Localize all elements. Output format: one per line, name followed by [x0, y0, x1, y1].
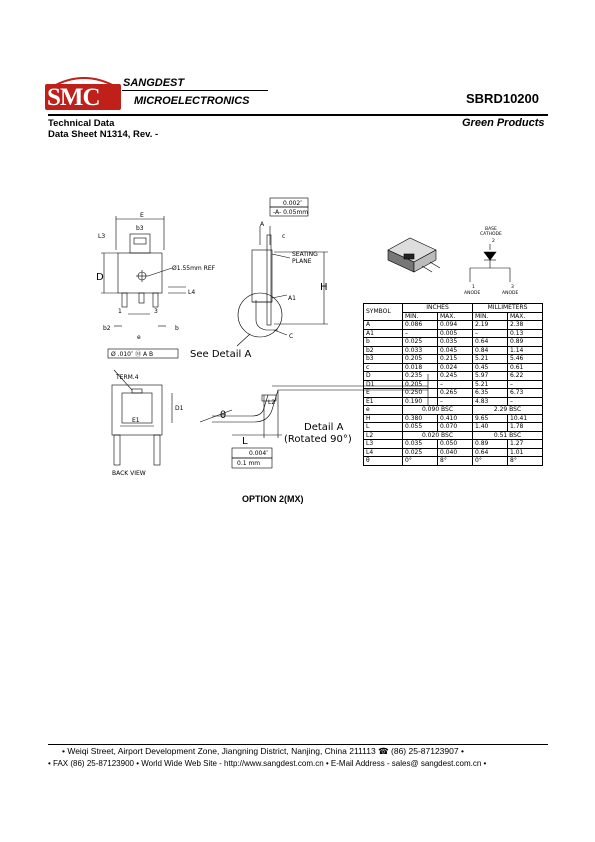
table-cell: – [508, 380, 543, 389]
table-cell: b3 [364, 355, 403, 364]
label-plane: PLANE [292, 258, 312, 265]
label-L: L [242, 436, 248, 447]
table-cell: E1 [364, 397, 403, 406]
table-cell: D1 [364, 380, 403, 389]
package-3d [388, 238, 440, 272]
doc-type: Technical Data [48, 118, 115, 129]
col-symbol: SYMBOL [364, 304, 403, 321]
table-cell: 5.46 [508, 355, 543, 364]
table-cell: 0.84 [473, 346, 508, 355]
table-cell: 0.13 [508, 329, 543, 338]
label-L4: L4 [188, 289, 196, 296]
table-cell: 0.024 [438, 363, 473, 372]
label-L2: L2 [268, 399, 276, 406]
table-cell: 0.205 [403, 380, 438, 389]
table-row [364, 372, 543, 381]
label-anode1: ANODE [464, 291, 481, 296]
table-cell: 0.245 [438, 372, 473, 381]
label-anode3: ANODE [502, 291, 519, 296]
table-cell: – [508, 397, 543, 406]
table-cell: 2.38 [508, 321, 543, 330]
table-cell: b2 [364, 346, 403, 355]
table-cell: 0.64 [473, 338, 508, 347]
table-cell: 4.83 [473, 397, 508, 406]
table-cell: 0.51 BSC [473, 431, 543, 440]
table-cell: 0.265 [438, 389, 473, 398]
table-cell: 6.22 [508, 372, 543, 381]
table-cell: 0.190 [403, 397, 438, 406]
table-cell: 0.045 [438, 346, 473, 355]
label-flat3: 0.004″ [249, 450, 269, 457]
header-rule [48, 114, 548, 116]
table-cell: 9.65 [473, 414, 508, 423]
col-mm-max: MAX. [508, 312, 543, 321]
table-row [364, 346, 543, 355]
label-L3: L3 [98, 233, 106, 240]
label-flat2: -A- 0.05mm [273, 209, 309, 216]
label-C: C [289, 333, 294, 340]
label-b3: b3 [136, 225, 144, 232]
table-cell: H [364, 414, 403, 423]
label-D1: D1 [175, 405, 184, 412]
datasheet-number: Data Sheet N1314, Rev. - [48, 129, 159, 140]
part-number: SBRD10200 [466, 91, 539, 106]
logo-text: SMC [47, 84, 100, 111]
table-row [364, 355, 543, 364]
table-cell: 0.020 BSC [403, 431, 473, 440]
label-pin3-schem: 3 [511, 285, 514, 290]
table-row [364, 380, 543, 389]
label-pin3: 3 [154, 308, 158, 315]
table-row [364, 389, 543, 398]
table-row [364, 431, 543, 440]
table-cell: c [364, 363, 403, 372]
table-cell: 0.090 BSC [403, 406, 473, 415]
label-H: H [320, 282, 328, 293]
label-rotated: (Rotated 90°) [284, 434, 352, 445]
company-division: MICROELECTRONICS [134, 95, 250, 107]
table-cell: 0.235 [403, 372, 438, 381]
label-D: D [96, 272, 104, 283]
label-flat4: 0.1 mm [237, 460, 261, 467]
table-cell: 0.61 [508, 363, 543, 372]
logo-swoosh-icon [48, 74, 120, 90]
table-cell: 5.21 [473, 355, 508, 364]
label-e: e [137, 334, 141, 341]
table-cell: 10.41 [508, 414, 543, 423]
label-flat1: 0.002″ [283, 200, 303, 207]
table-cell: 6.73 [508, 389, 543, 398]
label-detail-a: Detail A [304, 422, 344, 433]
table-row [364, 448, 543, 457]
table-cell: 0.040 [438, 448, 473, 457]
label-pin1-schem: 1 [472, 285, 475, 290]
table-cell: E [364, 389, 403, 398]
table-row [364, 406, 543, 415]
label-pin1: 1 [118, 308, 122, 315]
label-E1: E1 [132, 417, 140, 424]
label-A: A [260, 221, 265, 228]
label-b2: b2 [103, 325, 111, 332]
green-products-label: Green Products [462, 117, 545, 129]
table-cell: 0.086 [403, 321, 438, 330]
table-cell: A [364, 321, 403, 330]
table-cell: 0.205 [403, 355, 438, 364]
table-row [364, 329, 543, 338]
table-cell: – [438, 380, 473, 389]
table-row [364, 321, 543, 330]
company-name: SANGDEST [123, 77, 185, 89]
company-underline [122, 90, 268, 91]
table-cell: 0.215 [438, 355, 473, 364]
table-cell: 0.050 [438, 440, 473, 449]
footer-rule [48, 744, 548, 745]
label-theta: θ [220, 410, 227, 421]
table-cell: 5.21 [473, 380, 508, 389]
col-inches: INCHES [403, 304, 473, 313]
back-view [112, 370, 172, 465]
footer-contact: • FAX (86) 25-87123900 • World Wide Web Site - http://www.sangdest.com.cn • E-Mail Address - sales@ sangdest.com.cn • [48, 759, 487, 768]
table-cell: 0.070 [438, 423, 473, 432]
table-cell: L [364, 423, 403, 432]
label-back-view: BACK VIEW [112, 470, 146, 477]
table-cell: 0.094 [438, 321, 473, 330]
label-term: TERM.4 [116, 374, 139, 381]
table-cell: 0.055 [403, 423, 438, 432]
table-row [364, 397, 543, 406]
table-cell: 0.410 [438, 414, 473, 423]
table-cell: 0.025 [403, 448, 438, 457]
table-row [364, 338, 543, 347]
table-header-row [364, 304, 543, 313]
table-cell: e [364, 406, 403, 415]
footer-address: • Weiqi Street, Airport Development Zone, Jiangning District, Nanjing, China 211113 ☎ (86) 25-87123907 • [62, 746, 464, 756]
table-cell: 0.005 [438, 329, 473, 338]
label-base: BASE [485, 227, 497, 232]
table-cell: 8° [438, 457, 473, 466]
table-cell: θ [364, 457, 403, 466]
table-cell: 0° [403, 457, 438, 466]
table-cell: L4 [364, 448, 403, 457]
table-cell: 0° [473, 457, 508, 466]
table-cell: D [364, 372, 403, 381]
table-cell: L2 [364, 431, 403, 440]
table-cell: 1.01 [508, 448, 543, 457]
table-cell: 0.025 [403, 338, 438, 347]
table-cell: 1.40 [473, 423, 508, 432]
table-cell: 6.35 [473, 389, 508, 398]
label-ref: Ø1.55mm REF [172, 265, 216, 272]
label-A1: A1 [288, 295, 296, 302]
table-cell: 1.78 [508, 423, 543, 432]
table-row [364, 423, 543, 432]
table-row [364, 457, 543, 466]
label-b: b [175, 325, 179, 332]
table-cell: – [403, 329, 438, 338]
table-row [364, 414, 543, 423]
table-cell: b [364, 338, 403, 347]
table-cell: 5.97 [473, 372, 508, 381]
table-cell: – [473, 329, 508, 338]
col-mm-min: MIN. [473, 312, 508, 321]
table-row [364, 363, 543, 372]
table-cell: 8° [508, 457, 543, 466]
label-tolerance: Ø .010″ Ⓜ A B [111, 351, 154, 358]
table-cell: – [438, 397, 473, 406]
col-millimeters: MILLIMETERS [473, 304, 543, 313]
table-cell: 0.250 [403, 389, 438, 398]
label-cathode: CATHODE [480, 232, 502, 237]
label-see-detail: See Detail A [190, 349, 252, 360]
table-row [364, 440, 543, 449]
col-in-max: MAX. [438, 312, 473, 321]
table-cell: 0.018 [403, 363, 438, 372]
table-cell: 0.033 [403, 346, 438, 355]
diode-symbol [470, 244, 510, 282]
col-in-min: MIN. [403, 312, 438, 321]
table-cell: 0.035 [403, 440, 438, 449]
table-cell: 0.035 [438, 338, 473, 347]
table-cell: 2.19 [473, 321, 508, 330]
option-label: OPTION 2(MX) [242, 494, 304, 504]
table-cell: 0.89 [508, 338, 543, 347]
label-E: E [140, 212, 144, 219]
table-cell: 0.45 [473, 363, 508, 372]
table-cell: A1 [364, 329, 403, 338]
label-pin2: 2 [492, 239, 495, 244]
table-cell: 2.29 BSC [473, 406, 543, 415]
table-cell: L3 [364, 440, 403, 449]
table-cell: 0.64 [473, 448, 508, 457]
table-cell: 0.380 [403, 414, 438, 423]
side-view [237, 226, 328, 346]
label-c: c [282, 233, 286, 240]
label-seating: SEATING [292, 251, 318, 258]
table-cell: 1.27 [508, 440, 543, 449]
dimension-table [363, 303, 543, 466]
table-cell: 1.14 [508, 346, 543, 355]
table-cell: 0.89 [473, 440, 508, 449]
